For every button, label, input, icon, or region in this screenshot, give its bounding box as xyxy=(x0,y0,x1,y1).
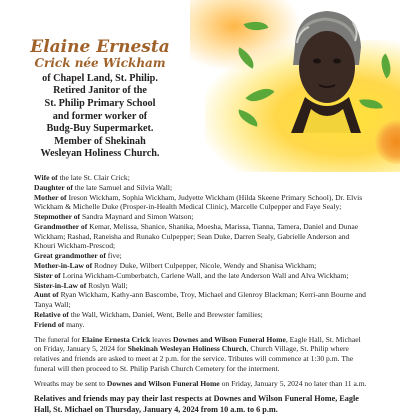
portrait-photo xyxy=(175,0,400,172)
relation-label: Mother of xyxy=(34,192,67,202)
relation-line xyxy=(34,310,368,320)
respects-paragraph xyxy=(34,394,368,415)
relation-text: the late St. Clair Crick; xyxy=(59,173,130,182)
relation-label: Relative of xyxy=(34,309,69,319)
relation-text: many. xyxy=(66,319,85,329)
funeral-paragraph xyxy=(34,335,368,374)
relation-label: Grandmother of xyxy=(34,221,88,231)
relation-label: Friend of xyxy=(34,319,65,329)
bio-line: Retired Janitor of the xyxy=(53,85,147,97)
relation-line xyxy=(34,251,368,261)
funeral-church: Shekinah Wesleyan Holiness Church xyxy=(127,344,247,354)
relation-line xyxy=(34,261,368,271)
bio-line: and former worker of xyxy=(52,110,148,122)
relation-line xyxy=(34,212,368,222)
relation-label: Stepmother of xyxy=(34,212,81,222)
relation-text: Ryan Wickham, Kathy-ann Bascombe, Troy, Michael and Glenroy Blackman; Kerri-ann Bourne and Tanya Wall; xyxy=(34,290,366,310)
relation-line xyxy=(34,183,368,193)
respects-line: Eagle Hall, St. Michael on Thursday, January 4, 2024 from 10 a.m. to 6 p.m. xyxy=(34,394,359,414)
relation-text: Lorina Wickham-Cumberbatch, Carlene Wall, and the late Anderson Wall and Alva Wickham; xyxy=(62,270,349,280)
relation-label: Great grandmother of xyxy=(34,251,106,261)
bio-line: St. Philip Primary School xyxy=(44,97,156,109)
relation-line xyxy=(34,320,368,330)
relation-line xyxy=(34,281,368,291)
relation-label: Mother-in-Law of xyxy=(34,261,93,271)
obituary-body xyxy=(34,173,368,416)
bio-line: of Chapel Land, St. Philip. xyxy=(42,72,158,84)
relation-label: Wife of xyxy=(34,173,58,182)
bio-line: Member of Shekinah xyxy=(54,135,146,147)
bio-line: Budg-Buy Supermarket. xyxy=(46,123,154,135)
relation-label: Daughter of xyxy=(34,182,73,192)
relation-line xyxy=(34,222,368,251)
relation-label: Sister-in-Law of xyxy=(34,280,87,290)
relation-text: the Wall, Wickham, Daniel, Went, Belle and Brewster families; xyxy=(70,309,263,319)
funeral-mid: , Eagle Hall, St. Michael on Friday, January 5, 2024 for xyxy=(34,334,361,354)
funeral-home: Downes and Wilson Funeral Home xyxy=(173,334,286,344)
relation-text: Rodney Duke, Wilbert Culpepper, Nicole, Wendy and Shanisa Wickham; xyxy=(94,261,317,271)
funeral-prefix: The funeral for xyxy=(34,334,80,344)
header-block xyxy=(0,38,200,161)
funeral-rest: , Church Village, St. Philip where relatives and friends are asked to meet at 2 p.m. for the service. Tributes will commence at 1:30 p.m. The funeral will then proceed to St. Philip Parish Church Cemetery for the interment. xyxy=(34,344,354,373)
deceased-maiden-name: Crick née Wickham xyxy=(34,55,166,70)
wreaths-prefix: Wreaths may be sent to xyxy=(34,378,105,388)
deceased-name: Elaine Ernesta xyxy=(30,37,170,57)
relation-text: Roslyn Wall; xyxy=(88,280,128,290)
bio-line: Wesleyan Holiness Church. xyxy=(40,148,160,160)
relation-text: five; xyxy=(107,251,122,261)
relation-line xyxy=(34,271,368,281)
relation-line xyxy=(34,173,368,183)
relation-label: Aunt of xyxy=(34,290,59,300)
relation-line xyxy=(34,193,368,213)
woman-portrait xyxy=(275,5,375,133)
funeral-mid: leaves xyxy=(152,334,172,344)
relation-text: the late Samuel and Silvia Wall; xyxy=(74,182,173,192)
relation-label: Sister of xyxy=(34,270,61,280)
wreaths-home: Downes and Wilson Funeral Home xyxy=(106,378,220,388)
respects-line: Relatives and friends may pay their last respects at Downes and Wilson Funeral Home, xyxy=(34,394,338,404)
wreaths-paragraph xyxy=(34,379,368,389)
relation-text: Ireson Wickham, Sophia Wickham, Judyette Wickham (Hilda Skeene Primary School), Dr. Elvis Wickham & Michelle Duke (Prosper-in-Health Medical Clinic), Marcelle Culpepper and Faye Sealy; xyxy=(34,192,363,212)
funeral-deceased: Elaine Ernesta Crick xyxy=(81,334,151,344)
relation-text: Kemar, Melissa, Shanice, Shanika, Moesha, Marissa, Tianna, Tamera, Daniel and Dunae Wickham; Rashad, Raneisha and Runako Culpepper; Sean Duke, Darren Sealy, Gabrielle Anderson and Khouri Wickham-Prescod; xyxy=(34,221,359,251)
relation-line xyxy=(34,290,368,310)
relation-text: Sandra Maynard and Simon Watson; xyxy=(81,212,194,222)
wreaths-rest: on Friday, January 5, 2024 no later than 11 a.m. xyxy=(221,378,367,388)
